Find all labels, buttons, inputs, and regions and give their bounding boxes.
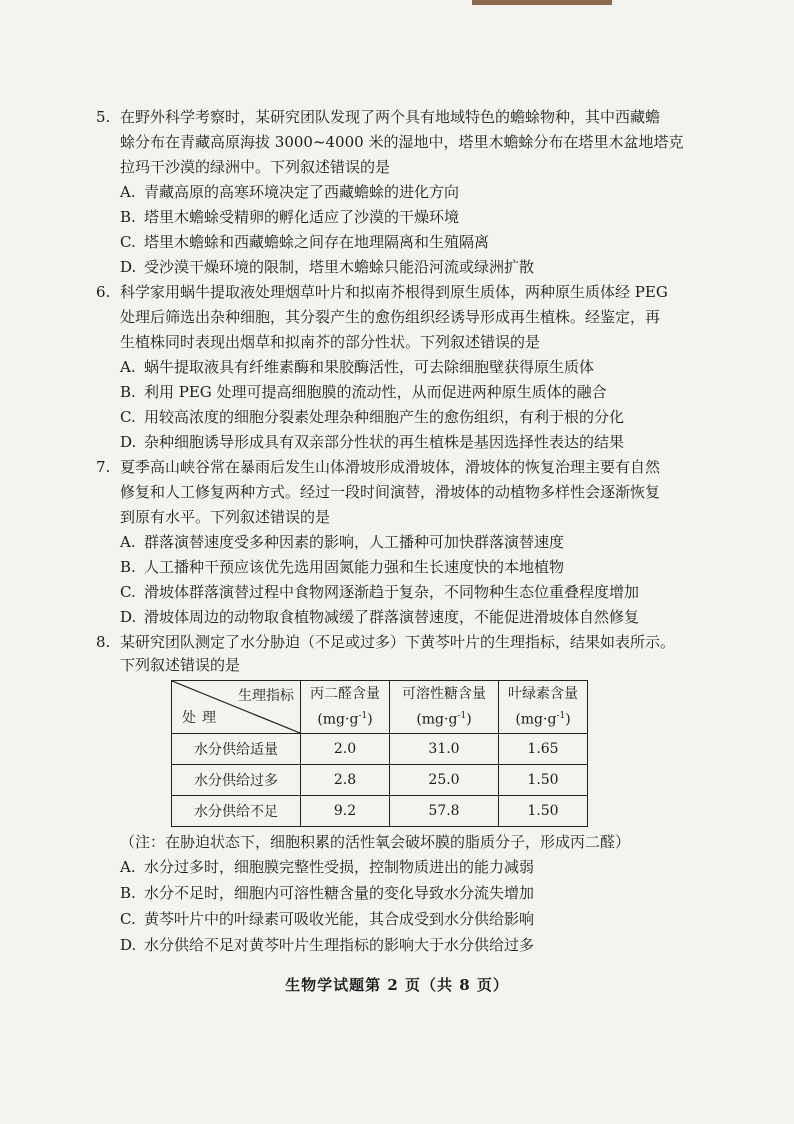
table-header-cell: 丙二醛含量 $(mg\cdot g^{-1})$ [301,681,390,734]
table-cell: 9.2 [301,796,390,827]
question-text-line: 科学家用蜗牛提取液处理烟草叶片和拟南芥根得到原生质体，两种原生质体经 PEG [120,283,668,301]
question-number: 6. [96,283,111,301]
question-text-line: 修复和人工修复两种方式。经过一段时间演替，滑坡体的动植物多样性会逐渐恢复 [120,483,661,501]
option-a: A. 蜗牛提取液具有纤维素酶和果胶酶活性，可去除细胞壁获得原生质体 [120,358,595,376]
question-number: 5. [96,108,111,126]
question-text-line: 到原有水平。下列叙述错误的是 [120,508,331,526]
question-text-line: 夏季高山峡谷常在暴雨后发生山体滑坡形成滑坡体，滑坡体的恢复治理主要有自然 [120,458,661,476]
table-cell: 2.8 [301,765,390,796]
question-text-line: 某研究团队测定了水分胁迫（不足或过多）下黄芩叶片的生理指标，结果如表所示。 [120,633,676,651]
table-row [172,734,588,765]
question-text-line: 下列叙述错误的是 [120,656,241,674]
table-header-cell: 可溶性糖含量 $(mg\cdot g^{-1})$ [390,681,499,734]
table-header-row [172,681,588,734]
table-row [172,796,588,827]
option-b: B. 人工播种干预应该优先选用固氮能力强和生长速度快的本地植物 [120,558,565,576]
table-cell: 1.65 [499,734,588,765]
option-d: D. 受沙漠干燥环境的限制，塔里木蟾蜍只能沿河流或绿洲扩散 [120,258,535,276]
page-footer: 生物学试题第 2 页（共 8 页） [285,976,509,994]
question-text-line: 处理后筛选出杂种细胞，其分裂产生的愈伤组织经诱导形成再生植株。经鉴定，再 [120,308,661,326]
option-a: A. 群落演替速度受多种因素的影响，人工播种可加快群落演替速度 [120,533,565,551]
option-c: C. 滑坡体群落演替过程中食物网逐渐趋于复杂，不同物种生态位重叠程度增加 [120,583,640,601]
row-label: 水分供给过多 [172,765,301,796]
option-d: D. 杂种细胞诱导形成具有双亲部分性状的再生植株是基因选择性表达的结果 [120,433,625,451]
question-text-line: 生植株同时表现出烟草和拟南芥的部分性状。下列叙述错误的是 [120,333,541,351]
table-cell: 1.50 [499,796,588,827]
option-d: D. 滑坡体周边的动物取食植物减缓了群落演替速度，不能促进滑坡体自然修复 [120,608,640,626]
option-b: B. 利用 PEG 处理可提高细胞膜的流动性，从而促进两种原生质体的融合 [120,383,607,401]
option-c: C. 塔里木蟾蜍和西藏蟾蜍之间存在地理隔离和生殖隔离 [120,233,490,251]
table-cell: 31.0 [390,734,499,765]
question-text-line: 在野外科学考察时，某研究团队发现了两个具有地域特色的蟾蜍物种，其中西藏蟾 [120,108,661,126]
question-text-line: 蜍分布在青藏高原海拔 3000~4000 米的湿地中，塔里木蟾蜍分布在塔里木盆地塔克 [120,133,684,151]
table-cell: 25.0 [390,765,499,796]
table-header-cell: 叶绿素含量 $(mg\cdot g^{-1})$ [499,681,588,734]
row-label: 水分供给不足 [172,796,301,827]
option-b: B. 塔里木蟾蜍受精卵的孵化适应了沙漠的干燥环境 [120,208,460,226]
corner-top-label: 生理指标 [238,688,294,704]
corner-bottom-label: 处理 [182,710,222,726]
question-number: 7. [96,458,111,476]
question-text-line: 拉玛干沙漠的绿洲中。下列叙述错误的是 [120,158,391,176]
option-d: D. 水分供给不足对黄芩叶片生理指标的影响大于水分供给过多 [120,936,535,954]
option-a: A. 水分过多时，细胞膜完整性受损，控制物质进出的能力减弱 [120,858,535,876]
table-corner-cell [172,681,301,734]
question-number: 8. [96,633,111,651]
results-table [171,680,588,827]
option-c: C. 黄芩叶片中的叶绿素可吸收光能，其合成受到水分供给影响 [120,910,535,928]
table-cell: 1.50 [499,765,588,796]
table-cell: 57.8 [390,796,499,827]
option-b: B. 水分不足时，细胞内可溶性糖含量的变化导致水分流失增加 [120,884,535,902]
table-note: （注：在胁迫状态下，细胞积累的活性氧会破坏膜的脂质分子，形成丙二醛） [120,833,631,851]
table-cell: 2.0 [301,734,390,765]
row-label: 水分供给适量 [172,734,301,765]
option-c: C. 用较高浓度的细胞分裂素处理杂种细胞产生的愈伤组织，有利于根的分化 [120,408,625,426]
option-a: A. 青藏高原的高寒环境决定了西藏蟾蜍的进化方向 [120,183,460,201]
table-row [172,765,588,796]
